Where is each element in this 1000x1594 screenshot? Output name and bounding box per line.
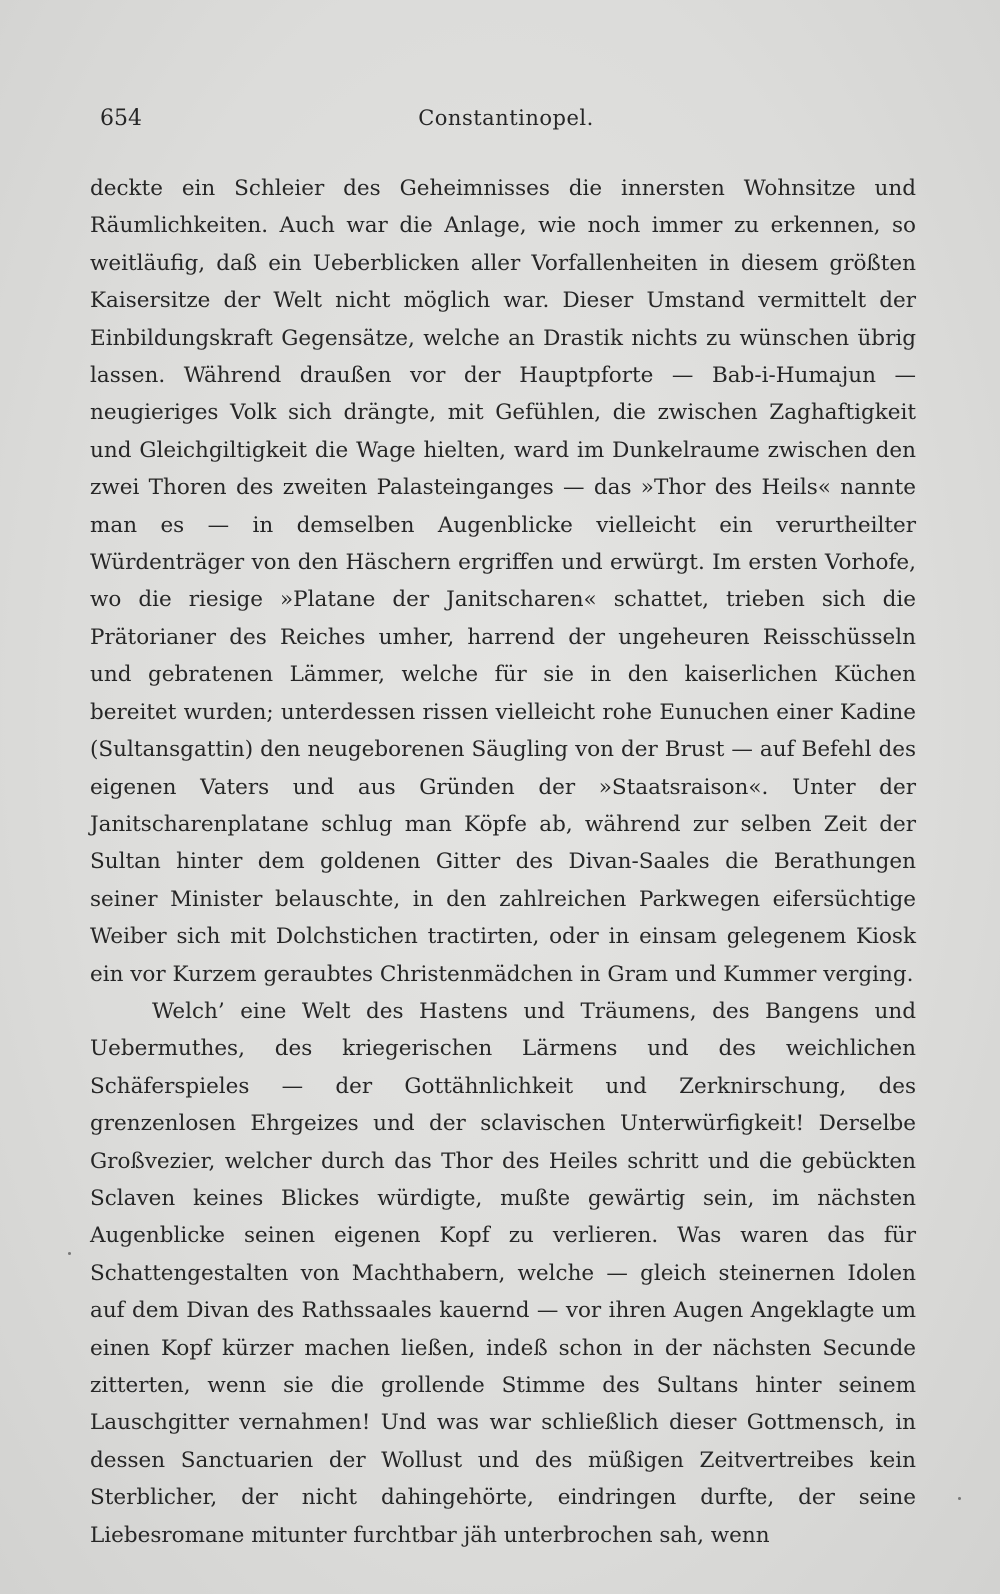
page-body xyxy=(90,170,916,1554)
paragraph-2: Welch’ eine Welt des Hastens und Träumens, des Bangens und Uebermuthes, des kriegerischen Lärmens und des weichlichen Schäferspieles — der Gottähnlichkeit und Zerknirschung, des grenzenlosen Ehrgeizes und der sclavischen Unterwürfigkeit! Derselbe Großvezier, welcher durch das Thor des Heiles schritt und die gebückten Sclaven keines Blickes würdigte, mußte gewärtig sein, im nächsten Augenblicke seinen eigenen Kopf zu verlieren. Was waren das für Schattengestalten von Machthabern, welche — gleich steinernen Idolen auf dem Divan des Rathssaales kauernd — vor ihren Augen Angeklagte um einen Kopf kürzer machen ließen, indeß schon in der nächsten Secunde zitterten, wenn sie die grollende Stimme des Sultans hinter seinem Lauschgitter vernahmen! Und was war schließlich dieser Gottmensch, in dessen Sanctuarien der Wollust und des müßigen Zeitvertreibes kein Sterblicher, der nicht dahingehörte, eindringen durfte, der seine Liebesromane mitunter furchtbar jäh unterbrochen sah, wenn xyxy=(90,998,916,1548)
scan-speck xyxy=(958,1497,961,1500)
page-number: 654 xyxy=(100,106,142,131)
running-title: Constantinopel. xyxy=(418,106,594,130)
page-header xyxy=(100,106,912,131)
scan-speck xyxy=(68,1252,71,1255)
paragraph-1: deckte ein Schleier des Geheimnisses die innersten Wohnsitze und Räumlichkeiten. Auch war die Anlage, wie noch immer zu erkennen, so weitläufig, daß ein Ueberblicken aller Vorfallenheiten in diesem größten Kaisersitze der Welt nicht möglich war. Dieser Umstand vermittelt der Einbildungskraft Gegensätze, welche an Drastik nichts zu wünschen übrig lassen. Während draußen vor der Hauptpforte — Bab-i-Humajun — neugieriges Volk sich drängte, mit Gefühlen, die zwischen Zaghaftigkeit und Gleichgiltigkeit die Wage hielten, ward im Dunkelraume zwischen den zwei Thoren des zweiten Palasteinganges — das »Thor des Heils« nannte man es — in demselben Augenblicke vielleicht ein verurtheilter Würdenträger von den Häschern ergriffen und erwürgt. Im ersten Vorhofe, wo die riesige »Platane der Janitscharen« schattet, trieben sich die Prätorianer des Reiches umher, harrend der ungeheuren Reisschüsseln und gebratenen Lämmer, welche für sie in den kaiserlichen Küchen bereitet wurden; unterdessen rissen vielleicht rohe Eunuchen einer Kadine (Sultansgattin) den neugeborenen Säugling von der Brust — auf Befehl des eigenen Vaters und aus Gründen der »Staatsraison«. Unter der Janitscharenplatane schlug man Köpfe ab, während zur selben Zeit der Sultan hinter dem goldenen Gitter des Divan-Saales die Berathungen seiner Minister belauschte, in den zahlreichen Parkwegen eifersüchtige Weiber sich mit Dolchstichen tractirten, oder in einsam gelegenem Kiosk ein vor Kurzem geraubtes Christenmädchen in Gram und Kummer verging. xyxy=(90,176,916,987)
